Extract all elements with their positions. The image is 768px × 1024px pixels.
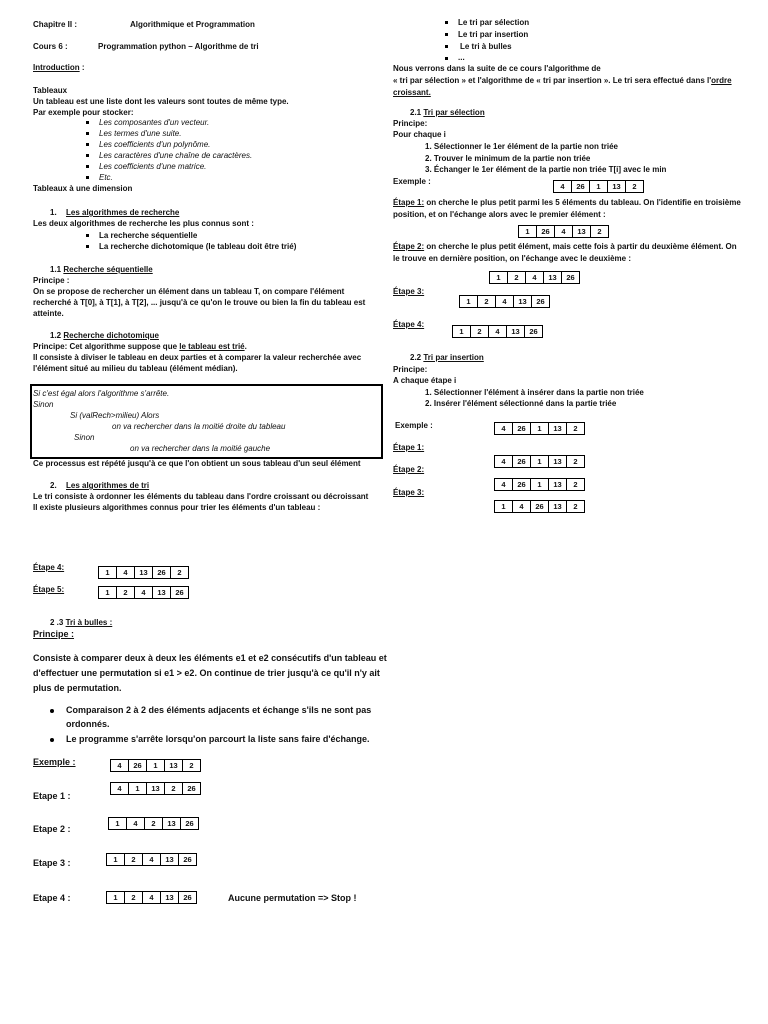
array-cell: 13: [135, 567, 153, 578]
intro-heading: Introduction :: [33, 63, 85, 72]
array-cell: 1: [453, 326, 471, 337]
list-item: ...: [458, 53, 465, 62]
ins-principe: Principe:: [393, 365, 428, 374]
course-title: Programmation python – Algorithme de tri: [98, 42, 259, 51]
sort-line: Le tri consiste à ordonner les éléments du tableau dans l'ordre croissant ou décroissant: [33, 492, 369, 501]
array-cell: 2: [597, 227, 602, 236]
array-cell: 1: [531, 456, 549, 467]
intro-line2: Par exemple pour stocker:: [33, 108, 134, 117]
step-label: Exemple :: [395, 421, 433, 430]
ins-step: 1. Sélectionner l'élément à insérer dans la partie non triée: [425, 388, 644, 397]
array-cell: 1: [531, 479, 549, 490]
array-cell: 26: [513, 423, 531, 434]
step-label: Etape 2 :: [33, 824, 71, 834]
list-item: Le tri par sélection: [458, 18, 530, 27]
bullet-icon: [86, 132, 89, 135]
array-cell: 2: [573, 424, 578, 433]
intro-line1: Un tableau est une liste dont les valeurs sont toutes de même type.: [33, 97, 289, 106]
step-label: Exemple :: [33, 757, 76, 767]
array-cell: 26: [175, 588, 184, 597]
array-row: [553, 180, 644, 193]
list-item: Les coefficients d'une matrice.: [99, 162, 207, 171]
seq-principe: Principe :: [33, 276, 70, 285]
right-intro: Nous verrons dans la suite de ce cours l'algorithme de: [393, 64, 601, 73]
array-cell: 4: [495, 456, 513, 467]
bullet-icon: [445, 21, 448, 24]
bubble-bullet: Le programme s'arrête lorsqu'on parcourt la liste sans faire d'échange.: [66, 734, 370, 744]
list-item: Etc.: [99, 173, 113, 182]
step-label: Étape 3:: [393, 488, 425, 497]
et1-text: Étape 1: on cherche le plus petit parmi les 5 éléments du tableau. On l'identifie en troisième: [393, 198, 741, 207]
bullet-icon: [86, 143, 89, 146]
dich-line: Il consiste à diviser le tableau en deux parties et à comparer la valeur recherchée avec: [33, 353, 362, 362]
array-row: [106, 891, 197, 904]
array-row: [494, 500, 585, 513]
stop-note: Aucune permutation => Stop !: [228, 893, 357, 903]
array-cell: 2: [573, 457, 578, 466]
array-cell: 1: [107, 892, 125, 903]
array-row: [106, 853, 197, 866]
array-cell: 13: [549, 501, 567, 512]
array-cell: 1: [519, 226, 537, 237]
array-row: [489, 271, 580, 284]
array-cell: 1: [99, 567, 117, 578]
box-line: Si (valRech>milieu) Alors: [70, 411, 160, 420]
array-cell: 2: [471, 326, 489, 337]
array-cell: 2: [177, 568, 182, 577]
array-row: [459, 295, 550, 308]
bullet-icon: [50, 738, 54, 742]
array-cell: 26: [183, 893, 192, 902]
array-cell: 4: [111, 783, 129, 794]
bubble-line: plus de permutation.: [33, 683, 122, 693]
et2-text: Étape 2: on cherche le plus petit élément, mais cette fois à partir du deuxième élément. On: [393, 242, 737, 251]
array-cell: 13: [549, 479, 567, 490]
array-cell: 4: [526, 272, 544, 283]
list-item: Le tri par insertion: [458, 30, 529, 39]
array-cell: 13: [163, 818, 181, 829]
array-cell: 26: [529, 327, 538, 336]
array-row: [98, 586, 189, 599]
box-line: Sinon: [74, 433, 95, 442]
array-cell: 1: [99, 587, 117, 598]
array-cell: 4: [135, 587, 153, 598]
list-item: Les coefficients d'un polynôme.: [99, 140, 211, 149]
sel-principe: Principe:: [393, 119, 428, 128]
array-cell: 13: [549, 456, 567, 467]
array-cell: 4: [143, 892, 161, 903]
seq-line: atteinte.: [33, 309, 64, 318]
array-cell: 2: [125, 854, 143, 865]
box-line: Si c'est égal alors l'algorithme s'arrête.: [33, 389, 170, 398]
array-cell: 26: [153, 567, 171, 578]
array-row: [494, 478, 585, 491]
array-cell: 4: [513, 501, 531, 512]
et1-text: position, et on l'échange alors avec le premier élément :: [393, 210, 606, 219]
array-cell: 13: [153, 587, 171, 598]
array-cell: 4: [496, 296, 514, 307]
right-intro: « tri par sélection » et l'algorithme de « tri par insertion ». Le tri sera effectué dans l'ordre: [393, 76, 732, 85]
array-cell: 26: [536, 297, 545, 306]
array-cell: 13: [544, 272, 562, 283]
array-cell: 13: [161, 854, 179, 865]
array-cell: 13: [147, 783, 165, 794]
after-box: Ce processus est répété jusqu'à ce que l'on obtient un sous tableau d'un seul élément: [33, 459, 361, 468]
array-cell: 1: [460, 296, 478, 307]
array-row: [518, 225, 609, 238]
list-item: Les composantes d'un vecteur.: [99, 118, 210, 127]
array-cell: 2: [508, 272, 526, 283]
bullet-icon: [86, 154, 89, 157]
seq-heading: 1.1 Recherche séquentielle: [50, 265, 153, 274]
sel-step: 2. Trouver le minimum de la partie non triée: [425, 154, 591, 163]
step-label: Étape 5:: [33, 585, 65, 594]
course-label: Cours 6 :: [33, 42, 68, 51]
list-item: Les termes d'une suite.: [99, 129, 182, 138]
array-cell: 26: [185, 819, 194, 828]
chapter-label: Chapitre II :: [33, 20, 78, 29]
array-cell: 13: [608, 181, 626, 192]
sort-line: Il existe plusieurs algorithmes connus pour trier les éléments d'un tableau :: [33, 503, 321, 512]
array-row: [108, 817, 199, 830]
search-heading: Les algorithmes de recherche: [66, 208, 180, 217]
array-cell: 13: [507, 326, 525, 337]
dich-principe: Principe: Cet algorithme suppose que le tableau est trié.: [33, 342, 247, 351]
array-cell: 13: [161, 892, 179, 903]
search-num: 1.: [50, 208, 57, 217]
array-cell: 1: [490, 272, 508, 283]
array-cell: 2: [117, 587, 135, 598]
array-cell: 1: [107, 854, 125, 865]
array-row: [98, 566, 189, 579]
array-cell: 26: [183, 855, 192, 864]
array-row: [494, 422, 585, 435]
dich-heading: 1.2 Recherche dichotomique: [50, 331, 159, 340]
seq-line: On se propose de rechercher un élément dans un tableau T, on compare l'élément: [33, 287, 345, 296]
sel-heading: 2.1 Tri par sélection: [410, 108, 485, 117]
step-label: Etape 4 :: [33, 893, 71, 903]
box-line: on va rechercher dans la moitié gauche: [130, 444, 271, 453]
box-line: Sinon: [33, 400, 54, 409]
list-item: La recherche dichotomique (le tableau doit être trié): [99, 242, 297, 251]
array-cell: 2: [189, 761, 194, 770]
array-cell: 4: [495, 479, 513, 490]
bullet-icon: [86, 234, 89, 237]
bubble-line: d'effectuer une permutation si e1 > e2. On continue de trier jusqu'à ce qu'il n'y ait: [33, 668, 380, 678]
array-cell: 2: [145, 818, 163, 829]
bubble-principe: Principe :: [33, 629, 75, 639]
array-cell: 1: [109, 818, 127, 829]
bullet-icon: [86, 165, 89, 168]
array-cell: 26: [513, 456, 531, 467]
array-cell: 1: [129, 783, 147, 794]
array-cell: 26: [129, 760, 147, 771]
bubble-heading: 2 .3 Tri à bulles :: [50, 618, 113, 627]
step-label: Étape 3:: [393, 287, 425, 296]
step-label: Etape 1 :: [33, 791, 71, 801]
array-cell: 4: [127, 818, 145, 829]
array-cell: 2: [573, 502, 578, 511]
array-cell: 26: [187, 784, 196, 793]
bullet-icon: [445, 57, 448, 60]
bubble-bullet: ordonnés.: [66, 719, 110, 729]
et2-text: le trouve en dernière position, on l'échange avec le deuxième :: [393, 254, 631, 263]
array-cell: 4: [555, 226, 573, 237]
sel-step: 1. Sélectionner le 1er élément de la partie non triée: [425, 142, 618, 151]
array-cell: 26: [531, 501, 549, 512]
bullet-icon: [86, 176, 89, 179]
array-cell: 26: [513, 479, 531, 490]
sel-pour: Pour chaque i: [393, 130, 446, 139]
list-item: La recherche séquentielle: [99, 231, 198, 240]
array-cell: 2: [573, 480, 578, 489]
array-cell: 2: [125, 892, 143, 903]
sel-step: 3. Échanger le 1er élément de la partie non triée T[i] avec le min: [425, 165, 667, 174]
tableaux-title: Tableaux: [33, 86, 68, 95]
array-row: [110, 759, 201, 772]
array-cell: 13: [573, 226, 591, 237]
array-cell: 1: [495, 501, 513, 512]
array-row: [110, 782, 201, 795]
chapter-title: Algorithmique et Programmation: [130, 20, 255, 29]
step-label: Étape 2:: [393, 465, 425, 474]
array-row: [494, 455, 585, 468]
bullet-icon: [445, 33, 448, 36]
array-cell: 4: [117, 567, 135, 578]
step-label: Étape 4:: [393, 320, 425, 329]
array-cell: 1: [590, 181, 608, 192]
array-cell: 4: [495, 423, 513, 434]
bullet-icon: [50, 709, 54, 713]
list-item: Les caractères d'une chaîne de caractères.: [99, 151, 253, 160]
array-cell: 26: [572, 181, 590, 192]
array-cell: 1: [531, 423, 549, 434]
seq-line: recherché à T[0], à T[1], à T[2], ... jusqu'à ce qu'on le trouve ou bien la fin du tableau est: [33, 298, 366, 307]
bullet-icon: [86, 121, 89, 124]
array-cell: 2: [478, 296, 496, 307]
array-cell: 4: [489, 326, 507, 337]
bubble-line: Consiste à comparer deux à deux les éléments e1 et e2 consécutifs d'un tableau et: [33, 653, 387, 663]
array-cell: 2: [165, 783, 183, 794]
array-cell: 4: [143, 854, 161, 865]
ins-chaque: A chaque étape i: [393, 376, 457, 385]
array-cell: 26: [566, 273, 575, 282]
one-dim-label: Tableaux à une dimension: [33, 184, 133, 193]
box-line: on va rechercher dans la moitié droite du tableau: [112, 422, 286, 431]
list-item: Le tri à bulles: [460, 42, 512, 51]
bullet-icon: [86, 245, 89, 248]
bubble-bullet: Comparaison 2 à 2 des éléments adjacents et échange s'ils ne sont pas: [66, 705, 372, 715]
ins-heading: 2.2 Tri par insertion: [410, 353, 484, 362]
dich-line: l'élément situé au milieu du tableau (élément médian).: [33, 364, 238, 373]
step-label: Étape 4:: [33, 563, 65, 572]
array-cell: 1: [147, 760, 165, 771]
array-cell: 4: [111, 760, 129, 771]
array-cell: 26: [537, 226, 555, 237]
sort-heading: Les algorithmes de tri: [66, 481, 150, 490]
array-cell: 13: [549, 423, 567, 434]
array-cell: 13: [165, 760, 183, 771]
array-cell: 2: [632, 182, 637, 191]
step-label: Exemple :: [393, 177, 431, 186]
array-cell: 4: [554, 181, 572, 192]
sort-num: 2.: [50, 481, 57, 490]
step-label: Étape 1:: [393, 443, 425, 452]
bullet-icon: [445, 45, 448, 48]
search-intro: Les deux algorithmes de recherche les plus connus sont :: [33, 219, 254, 228]
array-row: [452, 325, 543, 338]
right-intro: croissant.: [393, 88, 431, 97]
step-label: Etape 3 :: [33, 858, 71, 868]
ins-step: 2. Insérer l'élément sélectionné dans la partie triée: [425, 399, 617, 408]
array-cell: 13: [514, 296, 532, 307]
